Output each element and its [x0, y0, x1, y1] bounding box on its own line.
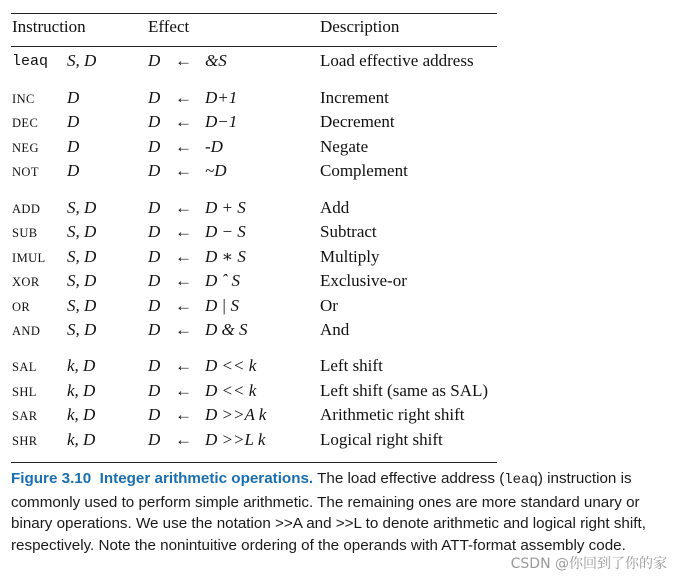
operands-cell: D: [67, 137, 80, 156]
expression-cell: D << k: [205, 356, 257, 375]
instruction-cell: NOT: [12, 165, 39, 179]
description-cell: Complement: [320, 161, 408, 180]
instruction-cell: SUB: [12, 226, 38, 240]
table-row: [11, 88, 497, 110]
destination-cell: D: [148, 381, 161, 400]
operands-cell: S, D: [67, 320, 97, 339]
expression-cell: D ∗ S: [205, 247, 246, 266]
instruction-cell: SAL: [12, 360, 37, 374]
operands-cell: S, D: [67, 51, 97, 70]
arrow-cell: ←: [175, 320, 192, 339]
table-row: [11, 405, 497, 427]
expression-cell: &S: [205, 51, 227, 70]
operands-cell: D: [67, 161, 80, 180]
destination-cell: D: [148, 51, 161, 70]
instruction-cell: SAR: [12, 409, 38, 423]
expression-cell: D − S: [205, 222, 246, 241]
description-cell: Logical right shift: [320, 430, 443, 449]
instruction-cell: INC: [12, 92, 35, 106]
description-cell: Negate: [320, 137, 369, 156]
expression-cell: D + S: [205, 198, 246, 217]
expression-cell: D >>A k: [205, 405, 267, 424]
arrow-cell: ←: [175, 51, 192, 70]
expression-cell: -D: [205, 137, 223, 156]
description-cell: Multiply: [320, 247, 380, 266]
operands-cell: D: [67, 112, 80, 131]
table-row: [11, 356, 497, 378]
instruction-cell: IMUL: [12, 251, 46, 265]
figure-title: Integer arithmetic operations.: [99, 470, 314, 487]
arrow-cell: ←: [175, 247, 192, 266]
operands-cell: k, D: [67, 405, 96, 424]
destination-cell: D: [148, 296, 161, 315]
operands-cell: S, D: [67, 222, 97, 241]
destination-cell: D: [148, 222, 161, 241]
instruction-cell: leaq: [12, 53, 49, 70]
destination-cell: D: [148, 137, 161, 156]
header-description: Description: [320, 17, 400, 36]
description-cell: Left shift (same as SAL): [320, 381, 489, 400]
figure-label: Figure 3.10: [11, 470, 92, 487]
destination-cell: D: [148, 320, 161, 339]
operands-cell: k, D: [67, 381, 96, 400]
description-cell: Arithmetic right shift: [320, 405, 465, 424]
table-top-rule: [11, 13, 497, 14]
instruction-cell: NEG: [12, 141, 39, 155]
operands-cell: S, D: [67, 271, 97, 290]
destination-cell: D: [148, 405, 161, 424]
expression-cell: D << k: [205, 381, 257, 400]
expression-cell: D >>L k: [205, 430, 266, 449]
watermark: CSDN @你回到了你的家: [510, 556, 667, 572]
description-cell: Load effective address: [320, 51, 474, 70]
description-cell: Decrement: [320, 112, 395, 131]
table-row: [11, 51, 497, 73]
table-row: [11, 222, 497, 244]
destination-cell: D: [148, 271, 161, 290]
table-row: [11, 247, 497, 269]
table-bottom-rule: [11, 462, 497, 463]
caption-code: leaq: [504, 472, 538, 488]
instruction-cell: SHL: [12, 385, 37, 399]
instruction-cell: XOR: [12, 275, 40, 289]
arrow-cell: ←: [175, 405, 192, 424]
description-cell: And: [320, 320, 350, 339]
description-cell: Left shift: [320, 356, 383, 375]
caption-text-2: ) instruction is commonly used to perform simple arithmetic. The remaining ones are more standard unary or binary operations. We use the notation >>A and >>L to denote arithmetic and logical right shift, respectively. Note the nonintuitive ordering of the operands with ATT-format assembly code.: [11, 470, 646, 554]
arrow-cell: ←: [175, 430, 192, 449]
arrow-cell: ←: [175, 112, 192, 131]
table-row: [11, 271, 497, 293]
arrow-cell: ←: [175, 222, 192, 241]
arrow-cell: ←: [175, 88, 192, 107]
instruction-cell: OR: [12, 300, 31, 314]
destination-cell: D: [148, 88, 161, 107]
table-header-rule: [11, 46, 497, 47]
figure-caption: [11, 468, 671, 556]
destination-cell: D: [148, 247, 161, 266]
arrow-cell: ←: [175, 198, 192, 217]
table-row: [11, 112, 497, 134]
expression-cell: ~D: [205, 161, 227, 180]
header-effect: Effect: [148, 17, 190, 36]
expression-cell: D | S: [205, 296, 239, 315]
arrow-cell: ←: [175, 381, 192, 400]
table-row: [11, 430, 497, 452]
instruction-cell: DEC: [12, 116, 39, 130]
expression-cell: D+1: [205, 88, 238, 107]
destination-cell: D: [148, 430, 161, 449]
operands-cell: S, D: [67, 198, 97, 217]
table-row: [11, 198, 497, 220]
destination-cell: D: [148, 161, 161, 180]
arrow-cell: ←: [175, 296, 192, 315]
operands-cell: k, D: [67, 356, 96, 375]
destination-cell: D: [148, 198, 161, 217]
arrow-cell: ←: [175, 356, 192, 375]
destination-cell: D: [148, 112, 161, 131]
description-cell: Exclusive-or: [320, 271, 407, 290]
table-row: [11, 296, 497, 318]
header-instruction: Instruction: [12, 17, 86, 36]
arrow-cell: ←: [175, 161, 192, 180]
caption-text-1: The load effective address (: [317, 470, 505, 487]
description-cell: Or: [320, 296, 338, 315]
destination-cell: D: [148, 356, 161, 375]
expression-cell: D & S: [205, 320, 248, 339]
operands-cell: S, D: [67, 296, 97, 315]
operands-cell: k, D: [67, 430, 96, 449]
arrow-cell: ←: [175, 137, 192, 156]
operands-cell: D: [67, 88, 80, 107]
description-cell: Subtract: [320, 222, 377, 241]
description-cell: Add: [320, 198, 350, 217]
table-row: [11, 137, 497, 159]
table-row: [11, 320, 497, 342]
description-cell: Increment: [320, 88, 389, 107]
expression-cell: D−1: [205, 112, 238, 131]
instruction-cell: SHR: [12, 434, 38, 448]
instruction-cell: ADD: [12, 202, 41, 216]
table-row: [11, 381, 497, 403]
arrow-cell: ←: [175, 271, 192, 290]
operands-cell: S, D: [67, 247, 97, 266]
expression-cell: D ˆ S: [205, 271, 240, 290]
table-row: [11, 161, 497, 183]
instruction-cell: AND: [12, 324, 41, 338]
